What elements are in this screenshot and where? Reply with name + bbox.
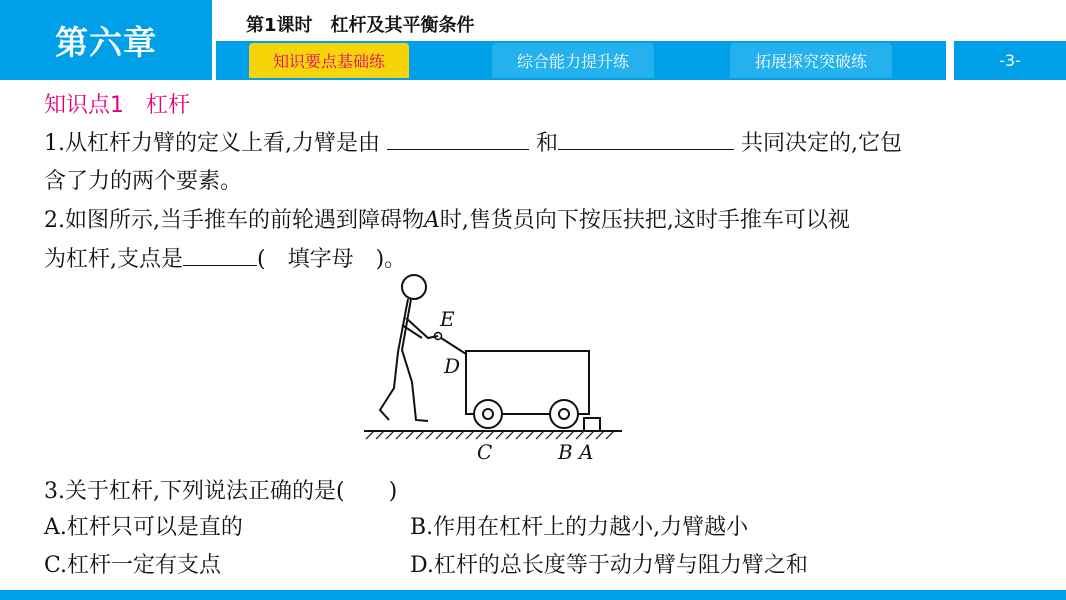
cart-handle [438, 336, 466, 354]
tab-basic-practice[interactable]: 知识要点基础练 [249, 43, 409, 78]
rear-wheel [474, 400, 502, 428]
option-c[interactable]: C.杠杆一定有支点 [44, 553, 222, 578]
answer-blank-1[interactable] [387, 127, 529, 150]
section-topic: 杠杆 [146, 93, 191, 118]
option-a[interactable]: A.杠杆只可以是直的 [44, 515, 243, 540]
ground-hatching [366, 431, 614, 439]
answer-blank-2[interactable] [558, 127, 734, 150]
section-title [44, 90, 190, 122]
question-1-line-2: 含了力的两个要素。 [44, 169, 243, 194]
front-wheel [550, 400, 578, 428]
option-b[interactable]: B.作用在杠杆上的力越小,力臂越小 [410, 515, 749, 540]
tab-exploration[interactable]: 拓展探究突破练 [730, 43, 892, 78]
answer-blank-3[interactable] [183, 243, 257, 266]
lesson-title [246, 9, 475, 39]
tab-ability-improvement[interactable]: 综合能力提升练 [492, 43, 654, 78]
lesson-number: 第1课时 [246, 15, 313, 36]
cart-figure [360, 270, 640, 470]
page-number: -3- [954, 41, 1066, 80]
label-c: C [477, 440, 493, 464]
question-2-line-2: 为杠杆,支点是 ( 填字母 )。 [44, 243, 406, 276]
label-a: A [579, 440, 594, 464]
bottom-bar [0, 590, 1066, 600]
section-label: 知识点1 [44, 93, 124, 118]
label-b: B [558, 440, 573, 464]
question-3-stem: 3.关于杠杆,下列说法正确的是( ) [44, 479, 398, 504]
option-d[interactable]: D.杠杆的总长度等于动力臂与阻力臂之和 [410, 553, 808, 578]
question-2-line-1: 2.如图所示,当手推车的前轮遇到障碍物A时,售货员向下按压扶把,这时手推车可以视 [44, 208, 850, 233]
chapter-title: 第六章 [0, 0, 212, 80]
question-1-line-1: 1.从杠杆力臂的定义上看,力臂是由 和 共同决定的,它包 [44, 127, 902, 160]
label-e: E [440, 307, 455, 331]
lesson-topic: 杠杆及其平衡条件 [330, 15, 475, 36]
obstacle-block [584, 418, 600, 431]
salesperson-figure [380, 275, 438, 421]
label-d: D [444, 354, 461, 378]
